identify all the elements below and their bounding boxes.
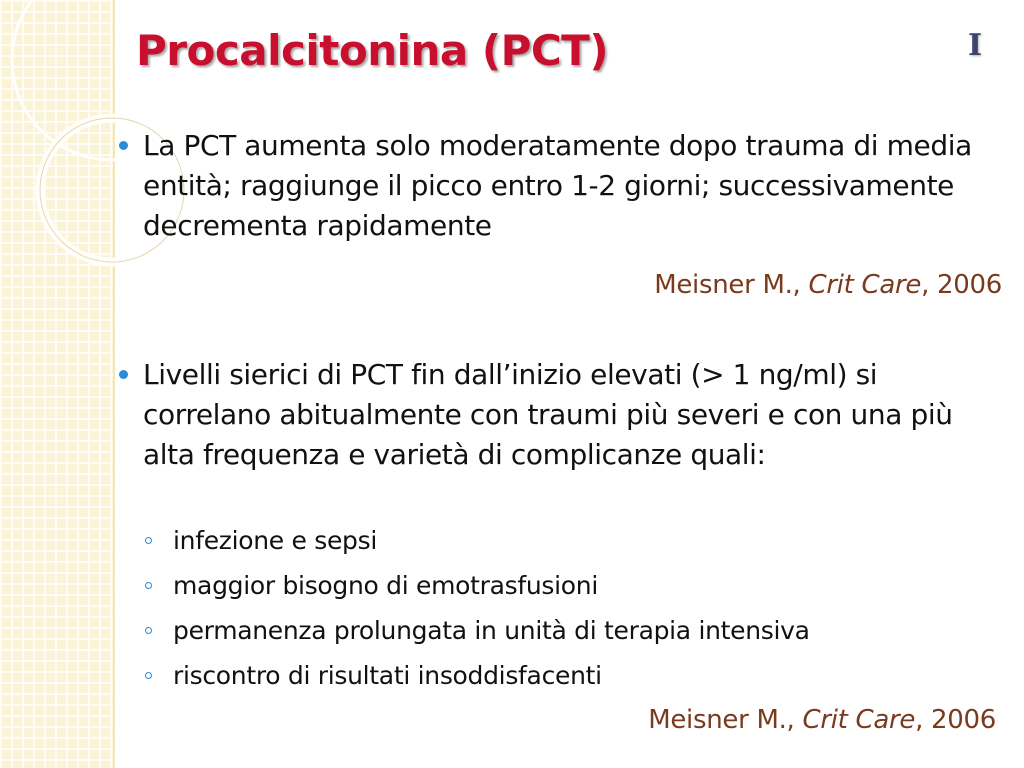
sub-bullet-item	[144, 518, 810, 563]
sub-bullet-list	[144, 518, 810, 698]
sub-bullet-item	[144, 608, 810, 653]
slide-marker: I	[968, 28, 983, 63]
citation	[648, 703, 996, 737]
citation-year: , 2006	[921, 270, 1002, 300]
sub-bullet-ring-icon	[145, 627, 152, 634]
bullet-item	[116, 355, 996, 475]
sub-bullet-ring-icon	[145, 582, 152, 589]
sub-bullet-ring-icon	[145, 672, 152, 679]
citation-journal: Crit Care	[808, 270, 922, 300]
bullet-dot-icon	[119, 370, 128, 379]
bullet-text: Livelli sierici di PCT fin dall’inizio elevati (> 1 ng/ml) si correlano abitualmente con traumi più severi e con una più alta frequenza e varietà di complicanze quali:	[143, 358, 953, 471]
citation-year: , 2006	[915, 705, 996, 735]
citation-author: Meisner M.,	[648, 705, 795, 735]
citation-author: Meisner M.,	[654, 270, 801, 300]
citation	[654, 268, 1002, 302]
citation-journal: Crit Care	[802, 705, 916, 735]
bullet-dot-icon	[119, 141, 128, 150]
bullet-item	[116, 126, 996, 246]
bullet-text: La PCT aumenta solo moderatamente dopo trauma di media entità; raggiunge il picco entro 1-2 giorni; successivamente decrementa rapidamente	[143, 129, 972, 242]
sub-bullet-item	[144, 653, 810, 698]
sub-bullet-ring-icon	[145, 537, 152, 544]
sub-bullet-text: infezione e sepsi	[173, 526, 377, 555]
sub-bullet-text: riscontro di risultati insoddisfacenti	[173, 661, 602, 690]
slide-title: Procalcitonina (PCT)	[136, 26, 609, 75]
sub-bullet-text: permanenza prolungata in unità di terapia intensiva	[173, 616, 810, 645]
sub-bullet-text: maggior bisogno di emotrasfusioni	[173, 571, 598, 600]
sub-bullet-item	[144, 563, 810, 608]
